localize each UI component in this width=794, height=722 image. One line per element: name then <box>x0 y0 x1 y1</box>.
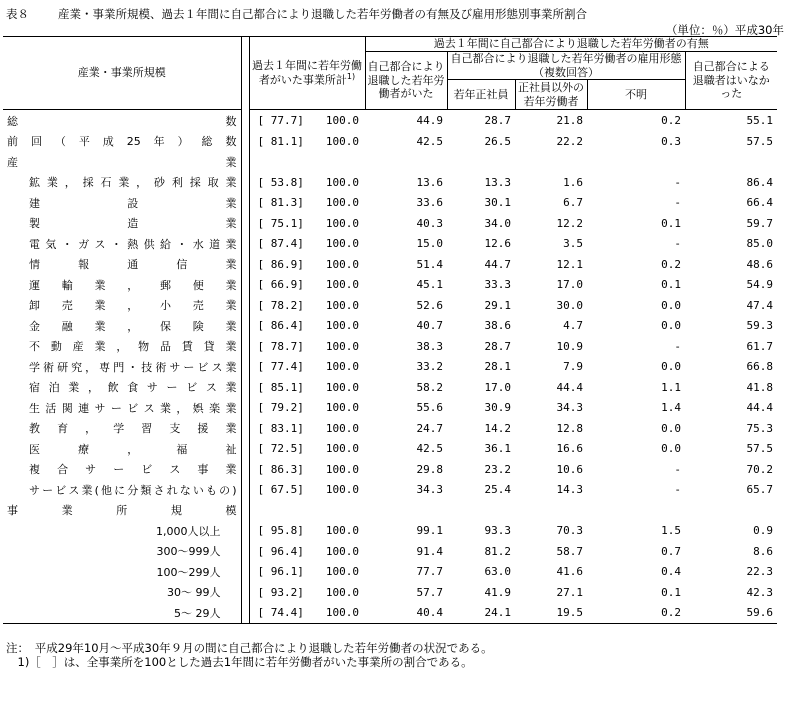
cell-nonregular: 16.6 <box>556 442 583 455</box>
cell-unknown: 1.1 <box>661 380 681 394</box>
table-row <box>3 602 777 623</box>
cell-total: 100.0 <box>325 401 359 414</box>
cell-nonregular: 12.8 <box>556 421 583 435</box>
cell-regular: 36.1 <box>484 442 511 455</box>
header-nonregular: 正社員以外の若年労働者 <box>515 80 587 110</box>
table-title <box>6 6 587 22</box>
cell-regular: 44.7 <box>484 257 511 271</box>
gap-cell <box>241 254 249 275</box>
gap-cell <box>241 520 249 541</box>
cell-unknown: 0.0 <box>661 421 681 435</box>
cell-none: 65.7 <box>746 483 774 496</box>
cell-bracket: [ 86.9] <box>257 257 304 271</box>
cell-unknown: - <box>674 483 681 496</box>
cell-unknown: 0.1 <box>661 585 681 599</box>
table-row <box>3 541 777 562</box>
cell-had: 15.0 <box>416 237 443 250</box>
cell-total: 100.0 <box>325 278 359 291</box>
cell-total: 100.0 <box>325 339 359 353</box>
gap-cell <box>241 151 249 172</box>
cell-bracket: [ 75.1] <box>257 216 304 230</box>
cell-regular: 63.0 <box>484 565 511 578</box>
row-label: 300～999人 <box>156 545 221 558</box>
cell-had: 33.2 <box>416 360 443 373</box>
cell-bracket: [ 67.5] <box>257 483 304 496</box>
table-row <box>3 438 777 459</box>
cell-none: 66.8 <box>746 360 774 373</box>
row-label: 建設業 <box>29 196 237 210</box>
cell-bracket: [ 72.5] <box>257 442 304 455</box>
cell-had: 91.4 <box>416 544 443 558</box>
row-label: 1,000人以上 <box>156 524 221 538</box>
cell-regular: 12.6 <box>484 237 511 250</box>
cell-nonregular <box>515 500 587 521</box>
cell-regular: 38.6 <box>484 319 511 332</box>
cell-nonregular: 6.7 <box>563 196 583 209</box>
cell-nonregular <box>515 151 587 172</box>
cell-nonregular: 27.1 <box>556 585 583 599</box>
table-row <box>3 561 777 582</box>
cell-total: 100.0 <box>325 360 359 373</box>
cell-bracket: [ 78.7] <box>257 339 304 353</box>
cell-regular: 41.9 <box>484 585 511 599</box>
cell-had: 52.6 <box>416 298 443 312</box>
cell-none: 85.0 <box>746 237 774 250</box>
gap-cell <box>241 356 249 377</box>
gap-cell <box>241 397 249 418</box>
gap-cell <box>241 274 249 295</box>
cell-total: 100.0 <box>325 134 359 148</box>
gap-cell <box>241 233 249 254</box>
cell-total: 100.0 <box>325 585 359 599</box>
cell-regular: 81.2 <box>484 544 511 558</box>
cell-nonregular: 21.8 <box>556 114 583 127</box>
cell-nonregular: 19.5 <box>515 602 587 623</box>
cell-had: 24.7 <box>416 421 443 435</box>
cell-had: 40.4 <box>365 602 447 623</box>
cell-total: 100.0 <box>325 257 359 271</box>
table-row <box>3 274 777 295</box>
cell-unknown: 0.0 <box>661 360 681 373</box>
cell-unknown: 0.3 <box>661 134 681 148</box>
cell-none: 59.6 <box>685 602 777 623</box>
cell-none: 59.3 <box>746 319 774 332</box>
table-row <box>3 213 777 234</box>
table-row <box>3 520 777 541</box>
cell-had: 57.7 <box>416 585 443 599</box>
header-had: 自己都合により退職した若年労働者がいた <box>365 51 447 110</box>
cell-unknown: 0.1 <box>661 278 681 291</box>
cell-regular: 28.7 <box>484 114 511 127</box>
cell-bracket: [ 66.9] <box>257 278 304 291</box>
cell-none <box>685 500 777 521</box>
cell-total: 100.0 <box>325 319 359 332</box>
cell-none: 61.7 <box>746 339 774 353</box>
cell-nonregular: 12.2 <box>556 216 583 230</box>
cell-none: 70.2 <box>746 462 774 476</box>
gap-cell <box>241 561 249 582</box>
gap-cell <box>241 418 249 439</box>
cell-nonregular: 14.3 <box>556 483 583 496</box>
cell-unknown: 0.7 <box>661 544 681 558</box>
row-label: 卸売業，小売業 <box>29 299 237 312</box>
footnotes <box>6 641 493 669</box>
cell-had: 58.2 <box>416 380 443 394</box>
cell-unknown: 0.0 <box>661 298 681 312</box>
cell-nonregular: 10.6 <box>556 462 583 476</box>
cell-had: 38.3 <box>416 339 443 353</box>
header-group: 過去１年間に自己都合により退職した若年労働者の有無 <box>365 37 777 52</box>
cell-regular: 25.4 <box>484 483 511 496</box>
cell-unknown: - <box>674 462 681 476</box>
gap-cell <box>241 315 249 336</box>
row-label: 情報通信業 <box>29 258 237 271</box>
cell-bracket: [ 81.1] <box>257 134 304 148</box>
cell-total: 100.0 <box>325 462 359 476</box>
cell-total: 100.0 <box>325 524 359 537</box>
header-total <box>249 37 365 110</box>
cell-unknown: 0.2 <box>661 114 681 127</box>
table-row <box>3 418 777 439</box>
table-number: 表８ <box>6 7 29 21</box>
cell-had: 42.5 <box>416 134 443 148</box>
row-label: 総数 <box>7 114 237 128</box>
cell-none: 57.5 <box>746 134 774 148</box>
cell-unknown: 0.0 <box>661 319 681 332</box>
table-row <box>3 192 777 213</box>
cell-bracket <box>249 500 307 521</box>
cell-bracket: [ 86.3] <box>257 462 304 476</box>
cell-had: 13.6 <box>416 175 443 189</box>
row-label: 鉱業，採石業，砂利採取業 <box>29 176 237 189</box>
gap-cell <box>241 541 249 562</box>
cell-regular: 30.9 <box>484 401 511 414</box>
gap-cell <box>241 192 249 213</box>
cell-regular: 23.2 <box>484 462 511 476</box>
row-label: 製造業 <box>29 217 237 230</box>
cell-had: 99.1 <box>416 524 443 537</box>
table-row <box>3 110 777 131</box>
cell-unknown: - <box>674 237 681 250</box>
cell-bracket: [ 93.2] <box>257 585 304 599</box>
table-row <box>3 459 777 480</box>
cell-had: 34.3 <box>416 483 443 496</box>
cell-unknown <box>587 151 685 172</box>
cell-none: 8.6 <box>753 544 774 558</box>
cell-regular: 33.3 <box>484 278 511 291</box>
cell-unknown <box>587 500 685 521</box>
header-unknown: 不明 <box>587 80 685 110</box>
table-row <box>3 500 777 521</box>
table-row <box>3 172 777 193</box>
cell-nonregular: 22.2 <box>556 134 583 148</box>
cell-nonregular: 4.7 <box>563 319 583 332</box>
cell-bracket: [ 78.2] <box>257 298 304 312</box>
cell-regular: 29.1 <box>484 298 511 312</box>
cell-regular: 34.0 <box>484 216 511 230</box>
cell-had: 40.7 <box>416 319 443 332</box>
cell-regular <box>447 151 515 172</box>
cell-bracket: [ 86.4] <box>257 319 304 332</box>
row-label: 医療，福祉 <box>29 442 237 456</box>
cell-total: 100.0 <box>325 483 359 496</box>
cell-had: 45.1 <box>416 278 443 291</box>
cell-bracket: [ 79.2] <box>257 401 304 414</box>
table-title-text: 産業・事業所規模、過去１年間に自己都合により退職した若年労働者の有無及び雇用形態別事業所割合 <box>58 7 587 21</box>
cell-none: 59.7 <box>746 216 774 230</box>
cell-nonregular: 30.0 <box>556 298 583 312</box>
cell-none: 48.6 <box>746 257 774 271</box>
cell-unknown: 0.2 <box>661 257 681 271</box>
cell-had: 42.5 <box>416 442 443 455</box>
cell-bracket: [ 74.4] <box>249 602 307 623</box>
cell-regular: 24.1 <box>447 602 515 623</box>
row-label: 教育，学習支援業 <box>29 422 237 435</box>
cell-nonregular: 34.3 <box>556 401 583 414</box>
cell-nonregular: 12.1 <box>556 257 583 271</box>
gap-cell <box>241 110 249 131</box>
cell-nonregular: 17.0 <box>556 278 583 291</box>
cell-regular: 26.5 <box>484 134 511 148</box>
row-label: 不動産業，物品賃貸業 <box>29 340 237 353</box>
row-label: 30～ 99人 <box>167 586 221 599</box>
cell-nonregular: 41.6 <box>556 565 583 578</box>
table-row <box>3 295 777 316</box>
row-label: 学術研究，専門・技術サービス業 <box>29 360 237 374</box>
data-table <box>3 36 777 624</box>
cell-bracket: [ 95.8] <box>257 524 304 537</box>
header-total-label: 過去１年間に若年労働者がいた事業所計 <box>252 58 362 87</box>
header-none: 自己都合による退職者はいなかった <box>685 51 777 110</box>
table-row <box>3 233 777 254</box>
gap-cell <box>241 582 249 603</box>
header-regular: 若年正社員 <box>447 80 515 110</box>
cell-total: 100.0 <box>325 175 359 189</box>
row-label: 産業 <box>7 155 237 169</box>
cell-regular: 28.7 <box>484 339 511 353</box>
cell-total <box>307 500 365 521</box>
cell-regular: 30.1 <box>484 196 511 209</box>
row-label: 運輸業，郵便業 <box>29 278 237 292</box>
cell-unknown: 1.5 <box>661 524 681 537</box>
cell-none: 86.4 <box>746 175 774 189</box>
gap-cell <box>241 459 249 480</box>
table-row <box>3 254 777 275</box>
cell-bracket: [ 87.4] <box>257 237 304 250</box>
cell-none: 41.8 <box>746 380 774 394</box>
table-row <box>3 151 777 172</box>
cell-regular: 14.2 <box>484 421 511 435</box>
row-label: 金融業，保険業 <box>29 319 237 333</box>
cell-total: 100.0 <box>307 602 365 623</box>
row-label: サービス業(他に分類されないもの) <box>29 483 237 497</box>
cell-unknown: 0.1 <box>661 216 681 230</box>
table-row <box>3 377 777 398</box>
row-label: 5～ 29人 <box>3 602 241 623</box>
cell-total: 100.0 <box>325 114 359 127</box>
cell-none: 66.4 <box>746 196 774 209</box>
gap-cell <box>241 336 249 357</box>
row-label: 複合サービス事業 <box>29 463 237 476</box>
cell-unknown: - <box>674 175 681 189</box>
cell-nonregular: 58.7 <box>556 544 583 558</box>
table-row <box>3 397 777 418</box>
cell-total: 100.0 <box>325 380 359 394</box>
cell-bracket: [ 85.1] <box>257 380 304 394</box>
cell-bracket: [ 53.8] <box>257 175 304 189</box>
gap-cell <box>241 500 249 521</box>
row-label: 事業所規模 <box>7 504 237 517</box>
row-label: 宿泊業，飲食サービス業 <box>29 381 237 394</box>
cell-regular: 13.3 <box>484 175 511 189</box>
cell-had: 51.4 <box>416 257 443 271</box>
gap-cell <box>241 131 249 152</box>
cell-bracket: [ 96.1] <box>257 565 304 578</box>
cell-none: 42.3 <box>746 585 774 599</box>
table-row <box>3 131 777 152</box>
cell-had <box>365 151 447 172</box>
unit-note: （単位：％）平成30年 <box>665 23 784 37</box>
cell-bracket <box>249 151 307 172</box>
cell-total: 100.0 <box>325 442 359 455</box>
cell-regular: 17.0 <box>484 380 511 394</box>
table-row <box>3 315 777 336</box>
gap-cell <box>241 295 249 316</box>
cell-regular: 93.3 <box>484 524 511 537</box>
cell-none: 54.9 <box>746 278 774 291</box>
gap-cell <box>241 602 249 623</box>
cell-nonregular: 3.5 <box>563 237 583 250</box>
cell-had: 33.6 <box>416 196 443 209</box>
cell-total: 100.0 <box>325 421 359 435</box>
cell-none: 57.5 <box>746 442 774 455</box>
cell-nonregular: 44.4 <box>556 380 583 394</box>
table-row <box>3 336 777 357</box>
cell-had: 55.6 <box>416 401 443 414</box>
gap-cell <box>241 377 249 398</box>
cell-bracket: [ 81.3] <box>257 196 304 209</box>
cell-nonregular: 70.3 <box>556 524 583 537</box>
table-row <box>3 582 777 603</box>
cell-total: 100.0 <box>325 196 359 209</box>
table-row <box>3 479 777 500</box>
cell-total: 100.0 <box>325 216 359 230</box>
cell-unknown: 0.4 <box>661 565 681 578</box>
cell-nonregular: 1.6 <box>563 175 583 189</box>
row-label: 生活関連サービス業，娯楽業 <box>29 401 237 415</box>
cell-none <box>685 151 777 172</box>
cell-had: 29.8 <box>416 462 443 476</box>
cell-unknown: - <box>674 196 681 209</box>
row-label: 電気・ガス・熱供給・水道業 <box>29 237 237 251</box>
cell-had: 44.9 <box>416 114 443 127</box>
cell-had: 77.7 <box>416 565 443 578</box>
cell-total: 100.0 <box>325 544 359 558</box>
cell-none: 47.4 <box>746 298 774 312</box>
cell-unknown: 0.2 <box>587 602 685 623</box>
gap-cell <box>241 172 249 193</box>
gap-cell <box>241 213 249 234</box>
cell-regular: 28.1 <box>484 360 511 373</box>
row-label: 前回（平成25年）総数 <box>7 135 237 148</box>
gap-cell <box>241 479 249 500</box>
cell-total <box>307 151 365 172</box>
header-total-footnote: 1) <box>346 72 356 82</box>
cell-total: 100.0 <box>325 237 359 250</box>
header-gap <box>241 37 249 110</box>
cell-none: 0.9 <box>753 524 774 537</box>
cell-none: 22.3 <box>746 565 774 578</box>
row-label: 100～299人 <box>156 565 221 579</box>
cell-none: 55.1 <box>746 114 774 127</box>
cell-bracket: [ 83.1] <box>257 421 304 435</box>
header-industry: 産業・事業所規模 <box>3 37 241 110</box>
header-employment-group: 自己都合により退職した若年労働者の雇用形態（複数回答） <box>447 51 685 80</box>
cell-unknown: 0.0 <box>661 442 681 455</box>
cell-had: 40.3 <box>416 216 443 230</box>
cell-none: 44.4 <box>746 401 774 414</box>
cell-bracket: [ 96.4] <box>257 544 304 558</box>
cell-regular <box>447 500 515 521</box>
cell-bracket: [ 77.7] <box>257 114 304 127</box>
cell-nonregular: 10.9 <box>556 339 583 353</box>
cell-nonregular: 7.9 <box>563 360 583 373</box>
gap-cell <box>241 438 249 459</box>
footnote-1: 注： 平成29年10月～平成30年９月の間に自己都合により退職した若年労働者の状況である。 <box>6 641 493 655</box>
cell-unknown: - <box>674 339 681 353</box>
cell-total: 100.0 <box>325 565 359 578</box>
table-row <box>3 356 777 377</box>
cell-unknown: 1.4 <box>661 401 681 414</box>
cell-none: 75.3 <box>746 421 774 435</box>
cell-bracket: [ 77.4] <box>257 360 304 373</box>
footnote-2: 1)［ ］は、全事業所を100とした過去1年間に若年労働者がいた事業所の割合である。 <box>6 655 473 669</box>
cell-had <box>365 500 447 521</box>
cell-total: 100.0 <box>325 298 359 312</box>
